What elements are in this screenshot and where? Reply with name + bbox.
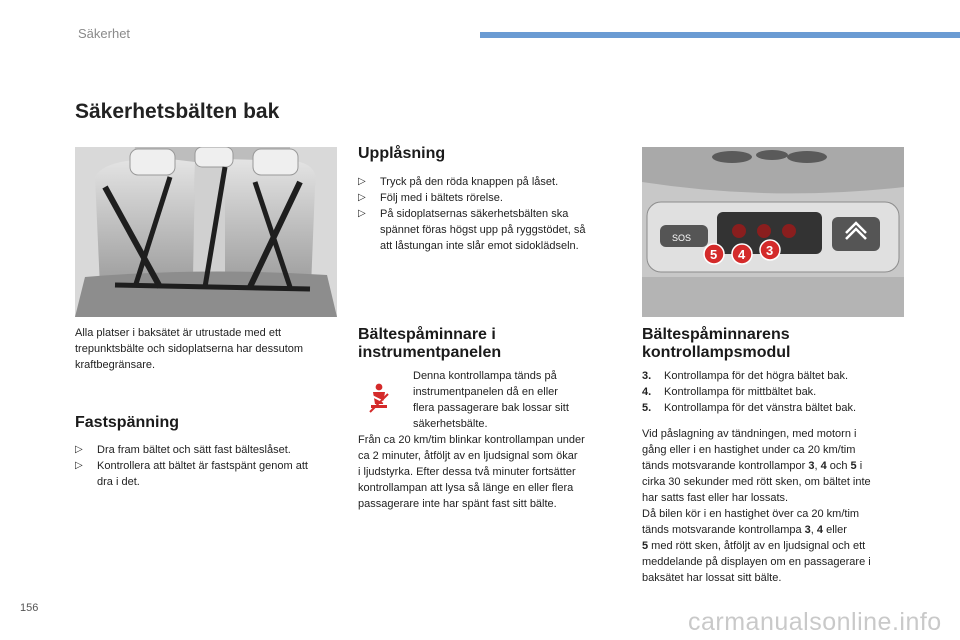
bullet-icon: ▷ (75, 460, 83, 471)
section-header: Säkerhet (78, 26, 131, 41)
list-item: ▷ På sidoplatsernas säkerhetsbälten ska spännet föras högst upp på ryggstödet, så att låstungan inte slår emot sidoklädseln. (358, 208, 586, 252)
list-item: ▷ Tryck på den röda knappen på låset. (358, 176, 559, 188)
list-item: 4. Kontrollampa för mittbältet bak. (642, 386, 817, 398)
intro-line: Alla platser i baksätet är utrustade med ett (75, 327, 282, 339)
reminder-body: Från ca 20 km/tim blinkar kontrollampan under ca 2 minuter, åtföljt av en ljudsignal som ökar i ljudstyrka. Efter dessa två minuter fortsätter kontrollampan att lysa så länge en eller flera passagerare inte har spänt fast sitt bälte. (358, 434, 585, 510)
bullet-icon: ▷ (358, 208, 366, 219)
control-module-photo (642, 147, 904, 317)
fastening-list (75, 442, 345, 490)
list-item: ▷ Följ med i bältets rörelse. (358, 192, 503, 204)
list-item: ▷ Kontrollera att bältet är fastspänt genom att dra i det. (75, 460, 308, 488)
bullet-icon: ▷ (358, 192, 366, 203)
module-list (642, 368, 912, 416)
intro-line: kraftbegränsare. (75, 359, 156, 371)
unlocking-list (358, 174, 628, 254)
list-item: ▷ Dra fram bältet och sätt fast bälteslåset. (75, 444, 291, 456)
intro-line: trepunktsbälte och sidoplatserna har dessutom (75, 343, 304, 355)
reminder-heading: Bältespåminnare i instrumentpanelen (358, 326, 502, 361)
intro-text (75, 325, 345, 373)
list-item: 5. Kontrollampa för det vänstra bältet bak. (642, 402, 856, 414)
module-paragraph-1: Vid påslagning av tändningen, med motorn i gång eller i en hastighet under ca 20 km/tim tänds motsvarande kontrollampor 3, 4 och 5 i cirka 30 sekunder med rött sken, om bältet inte har satts fast eller har lossats. (642, 428, 871, 504)
watermark: carmanualsonline.info (688, 608, 942, 636)
list-item: 3. Kontrollampa för det högra bältet bak. (642, 370, 849, 382)
module-section (642, 326, 912, 362)
module-heading: Bältespåminnarens kontrollampsmodul (642, 326, 791, 361)
callout-5: 5 (710, 247, 718, 262)
page-number: 156 (20, 602, 39, 614)
seatbelt-warning-icon (362, 382, 396, 416)
reminder-section (358, 326, 638, 362)
unlocking-heading: Upplåsning (358, 145, 446, 162)
header-bar (480, 32, 960, 38)
fastening-section (75, 414, 345, 490)
page-title: Säkerhetsbälten bak (75, 100, 280, 123)
bullet-icon: ▷ (75, 444, 83, 455)
bullet-icon: ▷ (358, 176, 366, 187)
fastening-heading: Fastspänning (75, 414, 180, 431)
module-paragraph-2: Då bilen kör i en hastighet över ca 20 km/tim tänds motsvarande kontrollampa 3, 4 eller 5 med rött sken, åtföljt av en ljudsignal och ett meddelande på displayen om en passagerare i baksätet har lossat sitt bälte. (642, 508, 871, 584)
rear-seats-photo (75, 147, 337, 317)
sos-label: SOS (672, 233, 692, 243)
callout-4: 4 (738, 247, 746, 262)
reminder-icon-text: Denna kontrollampa tänds på instrumentpanelen då en eller flera passagerare bak lossar sitt säkerhetsbälte. (413, 370, 569, 430)
callout-3: 3 (766, 243, 774, 258)
unlocking-section (358, 145, 628, 254)
